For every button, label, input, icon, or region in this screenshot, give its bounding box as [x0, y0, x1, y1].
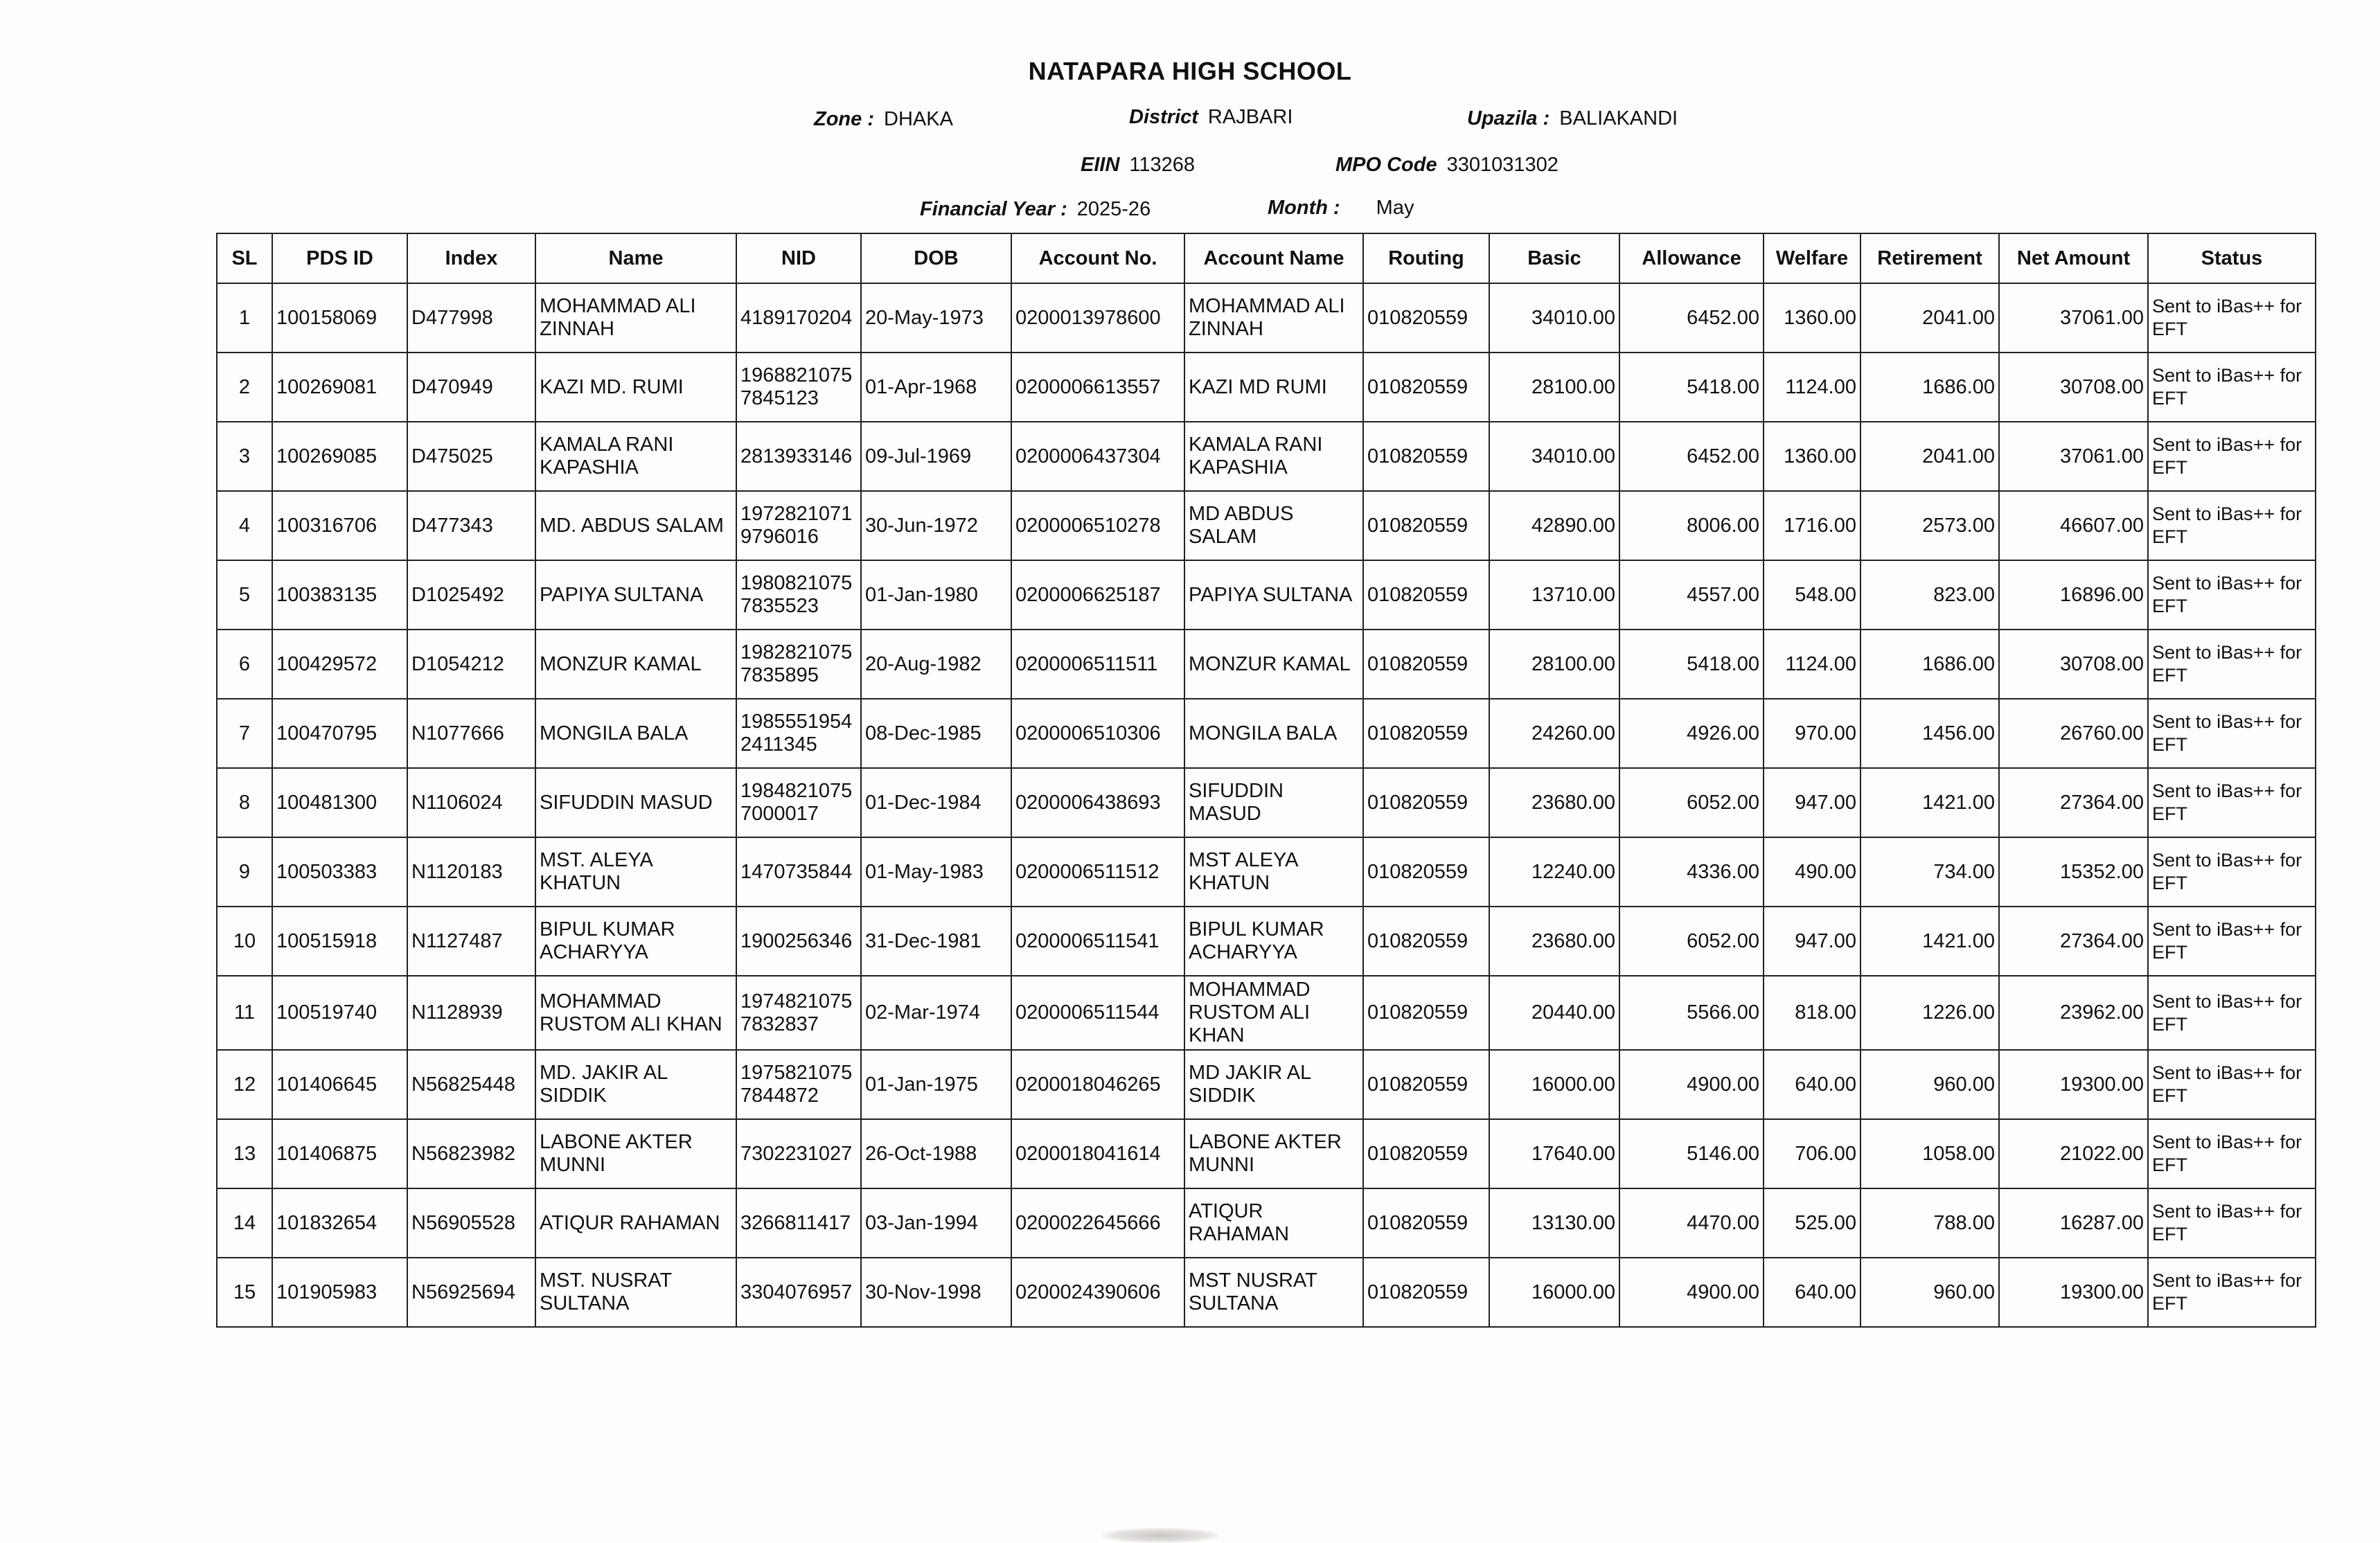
cell-allowance: 5146.00	[1619, 1119, 1764, 1188]
school-title: NATAPARA HIGH SCHOOL	[1028, 57, 1352, 85]
month-value: May	[1376, 197, 1414, 219]
eiin-field	[1081, 154, 1195, 177]
cell-nid: 19848210757000017	[736, 768, 861, 837]
cell-routing: 010820559	[1363, 1258, 1489, 1327]
cell-account-name: ATIQUR RAHAMAN	[1184, 1188, 1363, 1258]
cell-welfare: 640.00	[1764, 1258, 1861, 1327]
mpo-label: MPO Code	[1335, 154, 1437, 176]
cell-name: MONGILA BALA	[535, 699, 736, 768]
cell-account-no: 0200006437304	[1011, 422, 1184, 491]
cell-status: Sent to iBas++ for EFT	[2148, 422, 2316, 491]
cell-pds-id: 100470795	[272, 699, 407, 768]
financial-year-value: 2025-26	[1076, 198, 1151, 220]
cell-status: Sent to iBas++ for EFT	[2148, 1050, 2316, 1119]
cell-basic: 42890.00	[1489, 491, 1619, 560]
cell-basic: 20440.00	[1489, 976, 1619, 1050]
cell-index: N56925694	[407, 1258, 535, 1327]
cell-index: N1128939	[407, 976, 535, 1050]
cell-basic: 23680.00	[1489, 768, 1619, 837]
cell-net-amount: 27364.00	[1999, 768, 2148, 837]
cell-net-amount: 19300.00	[1999, 1258, 2148, 1327]
cell-account-no: 0200006511541	[1011, 907, 1184, 976]
cell-account-no: 0200006438693	[1011, 768, 1184, 837]
cell-account-no: 0200022645666	[1011, 1188, 1184, 1258]
cell-account-name: MOHAMMAD RUSTOM ALI KHAN	[1184, 976, 1363, 1050]
cell-nid: 19728210719796016	[736, 491, 861, 560]
cell-pds-id: 101406875	[272, 1119, 407, 1188]
cell-account-name: BIPUL KUMAR ACHARYYA	[1184, 907, 1363, 976]
table-row	[217, 283, 2316, 353]
mpo-value: 3301031302	[1446, 154, 1558, 176]
cell-pds-id: 100383135	[272, 560, 407, 630]
cell-welfare: 947.00	[1764, 907, 1861, 976]
cell-nid: 19828210757835895	[736, 630, 861, 699]
column-header-status: Status	[2148, 233, 2316, 283]
cell-net-amount: 37061.00	[1999, 283, 2148, 353]
cell-basic: 24260.00	[1489, 699, 1619, 768]
cell-allowance: 4900.00	[1619, 1258, 1764, 1327]
cell-sl: 11	[217, 976, 272, 1050]
cell-allowance: 5418.00	[1619, 630, 1764, 699]
column-header-routing: Routing	[1363, 233, 1489, 283]
column-header-name: Name	[535, 233, 736, 283]
cell-basic: 23680.00	[1489, 907, 1619, 976]
cell-status: Sent to iBas++ for EFT	[2148, 1258, 2316, 1327]
cell-index: N1120183	[407, 837, 535, 907]
cell-routing: 010820559	[1363, 976, 1489, 1050]
cell-account-name: SIFUDDIN MASUD	[1184, 768, 1363, 837]
cell-name: SIFUDDIN MASUD	[535, 768, 736, 837]
cell-account-name: KAMALA RANI KAPASHIA	[1184, 422, 1363, 491]
cell-net-amount: 26760.00	[1999, 699, 2148, 768]
table-row	[217, 699, 2316, 768]
column-header-account-no: Account No.	[1011, 233, 1184, 283]
cell-routing: 010820559	[1363, 1119, 1489, 1188]
cell-basic: 13710.00	[1489, 560, 1619, 630]
cell-nid: 1900256346	[736, 907, 861, 976]
cell-account-name: MD ABDUS SALAM	[1184, 491, 1363, 560]
cell-welfare: 818.00	[1764, 976, 1861, 1050]
salary-table-body	[217, 283, 2316, 1327]
cell-pds-id: 100269081	[272, 353, 407, 422]
cell-net-amount: 30708.00	[1999, 630, 2148, 699]
cell-index: D1054212	[407, 630, 535, 699]
cell-pds-id: 100316706	[272, 491, 407, 560]
cell-dob: 30-Jun-1972	[861, 491, 1011, 560]
cell-retirement: 2573.00	[1861, 491, 1999, 560]
cell-basic: 17640.00	[1489, 1119, 1619, 1188]
cell-nid: 1470735844	[736, 837, 861, 907]
cell-index: N1106024	[407, 768, 535, 837]
cell-dob: 01-Apr-1968	[861, 353, 1011, 422]
cell-account-no: 0200006511512	[1011, 837, 1184, 907]
cell-index: D477343	[407, 491, 535, 560]
cell-name: MOHAMMAD ALI ZINNAH	[535, 283, 736, 353]
cell-pds-id: 100503383	[272, 837, 407, 907]
month-field	[1268, 197, 1414, 220]
district-label: District	[1129, 106, 1198, 128]
cell-net-amount: 21022.00	[1999, 1119, 2148, 1188]
cell-routing: 010820559	[1363, 1188, 1489, 1258]
cell-allowance: 6452.00	[1619, 422, 1764, 491]
cell-account-no: 0200018046265	[1011, 1050, 1184, 1119]
cell-routing: 010820559	[1363, 1050, 1489, 1119]
cell-sl: 2	[217, 353, 272, 422]
cell-welfare: 1360.00	[1764, 283, 1861, 353]
cell-allowance: 8006.00	[1619, 491, 1764, 560]
cell-pds-id: 100515918	[272, 907, 407, 976]
column-header-sl: SL	[217, 233, 272, 283]
cell-account-name: MONZUR KAMAL	[1184, 630, 1363, 699]
cell-name: PAPIYA SULTANA	[535, 560, 736, 630]
cell-net-amount: 46607.00	[1999, 491, 2148, 560]
cell-allowance: 5418.00	[1619, 353, 1764, 422]
cell-sl: 6	[217, 630, 272, 699]
cell-allowance: 4926.00	[1619, 699, 1764, 768]
cell-index: N1077666	[407, 699, 535, 768]
cell-dob: 03-Jan-1994	[861, 1188, 1011, 1258]
cell-nid: 2813933146	[736, 422, 861, 491]
cell-allowance: 4557.00	[1619, 560, 1764, 630]
cell-status: Sent to iBas++ for EFT	[2148, 699, 2316, 768]
cell-routing: 010820559	[1363, 353, 1489, 422]
cell-basic: 28100.00	[1489, 353, 1619, 422]
cell-sl: 14	[217, 1188, 272, 1258]
cell-retirement: 1421.00	[1861, 907, 1999, 976]
cell-name: MONZUR KAMAL	[535, 630, 736, 699]
cell-status: Sent to iBas++ for EFT	[2148, 283, 2316, 353]
cell-account-name: MONGILA BALA	[1184, 699, 1363, 768]
cell-dob: 01-Dec-1984	[861, 768, 1011, 837]
table-row	[217, 491, 2316, 560]
table-row	[217, 1119, 2316, 1188]
cell-routing: 010820559	[1363, 422, 1489, 491]
cell-dob: 30-Nov-1998	[861, 1258, 1011, 1327]
cell-routing: 010820559	[1363, 907, 1489, 976]
cell-nid: 19758210757844872	[736, 1050, 861, 1119]
cell-nid: 19855519542411345	[736, 699, 861, 768]
cell-basic: 12240.00	[1489, 837, 1619, 907]
cell-dob: 01-Jan-1975	[861, 1050, 1011, 1119]
cell-sl: 10	[217, 907, 272, 976]
column-header-net-amount: Net Amount	[1999, 233, 2148, 283]
cell-net-amount: 16287.00	[1999, 1188, 2148, 1258]
cell-sl: 12	[217, 1050, 272, 1119]
cell-account-no: 0200006510278	[1011, 491, 1184, 560]
cell-account-no: 0200006510306	[1011, 699, 1184, 768]
cell-allowance: 4470.00	[1619, 1188, 1764, 1258]
column-header-retirement: Retirement	[1861, 233, 1999, 283]
table-row	[217, 837, 2316, 907]
cell-name: MST. NUSRAT SULTANA	[535, 1258, 736, 1327]
cell-retirement: 1456.00	[1861, 699, 1999, 768]
cell-routing: 010820559	[1363, 560, 1489, 630]
cell-account-no: 0200006511544	[1011, 976, 1184, 1050]
cell-status: Sent to iBas++ for EFT	[2148, 768, 2316, 837]
cell-net-amount: 16896.00	[1999, 560, 2148, 630]
cell-retirement: 960.00	[1861, 1050, 1999, 1119]
cell-net-amount: 23962.00	[1999, 976, 2148, 1050]
cell-allowance: 5566.00	[1619, 976, 1764, 1050]
cell-index: D470949	[407, 353, 535, 422]
cell-basic: 28100.00	[1489, 630, 1619, 699]
column-header-account-name: Account Name	[1184, 233, 1363, 283]
cell-retirement: 1226.00	[1861, 976, 1999, 1050]
upazila-field	[1467, 107, 1678, 130]
cell-nid: 7302231027	[736, 1119, 861, 1188]
cell-nid: 4189170204	[736, 283, 861, 353]
cell-basic: 16000.00	[1489, 1050, 1619, 1119]
cell-welfare: 1716.00	[1764, 491, 1861, 560]
cell-index: N1127487	[407, 907, 535, 976]
cell-welfare: 1124.00	[1764, 630, 1861, 699]
cell-status: Sent to iBas++ for EFT	[2148, 1119, 2316, 1188]
cell-basic: 34010.00	[1489, 283, 1619, 353]
cell-status: Sent to iBas++ for EFT	[2148, 630, 2316, 699]
cell-retirement: 823.00	[1861, 560, 1999, 630]
eiin-label: EIIN	[1081, 154, 1120, 176]
cell-nid: 19688210757845123	[736, 353, 861, 422]
cell-dob: 08-Dec-1985	[861, 699, 1011, 768]
cell-index: D475025	[407, 422, 535, 491]
cell-net-amount: 27364.00	[1999, 907, 2148, 976]
cell-dob: 26-Oct-1988	[861, 1119, 1011, 1188]
cell-account-no: 0200006625187	[1011, 560, 1184, 630]
cell-status: Sent to iBas++ for EFT	[2148, 1188, 2316, 1258]
cell-sl: 1	[217, 283, 272, 353]
table-row	[217, 353, 2316, 422]
mpo-field	[1335, 154, 1558, 177]
cell-basic: 16000.00	[1489, 1258, 1619, 1327]
cell-index: D477998	[407, 283, 535, 353]
cell-name: LABONE AKTER MUNNI	[535, 1119, 736, 1188]
cell-dob: 01-Jan-1980	[861, 560, 1011, 630]
cell-welfare: 640.00	[1764, 1050, 1861, 1119]
cell-allowance: 4900.00	[1619, 1050, 1764, 1119]
table-row	[217, 1258, 2316, 1327]
cell-pds-id: 101406645	[272, 1050, 407, 1119]
cell-welfare: 548.00	[1764, 560, 1861, 630]
cell-welfare: 490.00	[1764, 837, 1861, 907]
cell-name: BIPUL KUMAR ACHARYYA	[535, 907, 736, 976]
cell-retirement: 1421.00	[1861, 768, 1999, 837]
cell-welfare: 1360.00	[1764, 422, 1861, 491]
eiin-value: 113268	[1129, 154, 1196, 176]
cell-status: Sent to iBas++ for EFT	[2148, 907, 2316, 976]
table-row	[217, 907, 2316, 976]
cell-pds-id: 100269085	[272, 422, 407, 491]
cell-retirement: 734.00	[1861, 837, 1999, 907]
cell-account-name: LABONE AKTER MUNNI	[1184, 1119, 1363, 1188]
column-header-pds-id: PDS ID	[272, 233, 407, 283]
cell-pds-id: 100158069	[272, 283, 407, 353]
cell-allowance: 6452.00	[1619, 283, 1764, 353]
cell-net-amount: 37061.00	[1999, 422, 2148, 491]
table-row	[217, 1188, 2316, 1258]
table-row	[217, 560, 2316, 630]
cell-sl: 8	[217, 768, 272, 837]
cell-name: KAZI MD. RUMI	[535, 353, 736, 422]
cell-retirement: 1058.00	[1861, 1119, 1999, 1188]
cell-welfare: 970.00	[1764, 699, 1861, 768]
cell-sl: 15	[217, 1258, 272, 1327]
cell-status: Sent to iBas++ for EFT	[2148, 491, 2316, 560]
salary-table	[216, 233, 2316, 1328]
cell-retirement: 2041.00	[1861, 422, 1999, 491]
cell-net-amount: 19300.00	[1999, 1050, 2148, 1119]
cell-index: D1025492	[407, 560, 535, 630]
cell-status: Sent to iBas++ for EFT	[2148, 837, 2316, 907]
cell-welfare: 706.00	[1764, 1119, 1861, 1188]
cell-dob: 09-Jul-1969	[861, 422, 1011, 491]
cell-routing: 010820559	[1363, 699, 1489, 768]
column-header-basic: Basic	[1489, 233, 1619, 283]
cell-name: MOHAMMAD RUSTOM ALI KHAN	[535, 976, 736, 1050]
cell-name: MD. ABDUS SALAM	[535, 491, 736, 560]
cell-account-no: 0200006613557	[1011, 353, 1184, 422]
cell-pds-id: 100481300	[272, 768, 407, 837]
cell-status: Sent to iBas++ for EFT	[2148, 976, 2316, 1050]
cell-sl: 13	[217, 1119, 272, 1188]
cell-pds-id: 101905983	[272, 1258, 407, 1327]
cell-net-amount: 15352.00	[1999, 837, 2148, 907]
zone-field	[814, 108, 953, 131]
column-header-welfare: Welfare	[1764, 233, 1861, 283]
financial-year-field	[920, 198, 1151, 221]
cell-account-name: MST NUSRAT SULTANA	[1184, 1258, 1363, 1327]
district-field	[1129, 106, 1293, 129]
cell-account-name: PAPIYA SULTANA	[1184, 560, 1363, 630]
cell-account-name: MOHAMMAD ALI ZINNAH	[1184, 283, 1363, 353]
cell-allowance: 6052.00	[1619, 768, 1764, 837]
month-label: Month :	[1268, 197, 1340, 219]
cell-name: MD. JAKIR AL SIDDIK	[535, 1050, 736, 1119]
cell-index: N56905528	[407, 1188, 535, 1258]
cell-account-no: 0200006511511	[1011, 630, 1184, 699]
cell-routing: 010820559	[1363, 837, 1489, 907]
cell-retirement: 1686.00	[1861, 630, 1999, 699]
cell-allowance: 6052.00	[1619, 907, 1764, 976]
cell-account-name: MST ALEYA KHATUN	[1184, 837, 1363, 907]
cell-name: KAMALA RANI KAPASHIA	[535, 422, 736, 491]
cell-status: Sent to iBas++ for EFT	[2148, 560, 2316, 630]
cell-nid: 3266811417	[736, 1188, 861, 1258]
scan-smudge	[1101, 1528, 1219, 1543]
table-header-row	[217, 233, 2316, 283]
cell-sl: 7	[217, 699, 272, 768]
cell-retirement: 1686.00	[1861, 353, 1999, 422]
cell-index: N56825448	[407, 1050, 535, 1119]
cell-retirement: 2041.00	[1861, 283, 1999, 353]
cell-basic: 13130.00	[1489, 1188, 1619, 1258]
cell-account-name: KAZI MD RUMI	[1184, 353, 1363, 422]
cell-dob: 01-May-1983	[861, 837, 1011, 907]
upazila-label: Upazila :	[1467, 107, 1550, 130]
cell-sl: 5	[217, 560, 272, 630]
table-row	[217, 768, 2316, 837]
zone-label: Zone :	[814, 108, 874, 130]
cell-account-no: 0200018041614	[1011, 1119, 1184, 1188]
cell-routing: 010820559	[1363, 630, 1489, 699]
zone-value: DHAKA	[884, 108, 953, 130]
table-row	[217, 422, 2316, 491]
table-row	[217, 1050, 2316, 1119]
column-header-allowance: Allowance	[1619, 233, 1764, 283]
cell-nid: 3304076957	[736, 1258, 861, 1327]
cell-account-no: 0200013978600	[1011, 283, 1184, 353]
table-row	[217, 630, 2316, 699]
cell-name: MST. ALEYA KHATUN	[535, 837, 736, 907]
cell-pds-id: 100429572	[272, 630, 407, 699]
cell-routing: 010820559	[1363, 491, 1489, 560]
financial-year-label: Financial Year :	[920, 198, 1067, 220]
table-row	[217, 976, 2316, 1050]
cell-pds-id: 100519740	[272, 976, 407, 1050]
cell-routing: 010820559	[1363, 768, 1489, 837]
cell-account-name: MD JAKIR AL SIDDIK	[1184, 1050, 1363, 1119]
cell-account-no: 0200024390606	[1011, 1258, 1184, 1327]
cell-nid: 19748210757832837	[736, 976, 861, 1050]
district-value: RAJBARI	[1207, 106, 1293, 128]
cell-welfare: 1124.00	[1764, 353, 1861, 422]
cell-dob: 20-May-1973	[861, 283, 1011, 353]
cell-nid: 19808210757835523	[736, 560, 861, 630]
cell-basic: 34010.00	[1489, 422, 1619, 491]
upazila-value: BALIAKANDI	[1559, 107, 1678, 130]
cell-welfare: 525.00	[1764, 1188, 1861, 1258]
cell-welfare: 947.00	[1764, 768, 1861, 837]
column-header-nid: NID	[736, 233, 861, 283]
cell-dob: 31-Dec-1981	[861, 907, 1011, 976]
cell-pds-id: 101832654	[272, 1188, 407, 1258]
cell-status: Sent to iBas++ for EFT	[2148, 353, 2316, 422]
cell-sl: 4	[217, 491, 272, 560]
cell-dob: 02-Mar-1974	[861, 976, 1011, 1050]
cell-net-amount: 30708.00	[1999, 353, 2148, 422]
cell-index: N56823982	[407, 1119, 535, 1188]
cell-dob: 20-Aug-1982	[861, 630, 1011, 699]
cell-retirement: 960.00	[1861, 1258, 1999, 1327]
cell-name: ATIQUR RAHAMAN	[535, 1188, 736, 1258]
cell-sl: 3	[217, 422, 272, 491]
cell-retirement: 788.00	[1861, 1188, 1999, 1258]
cell-allowance: 4336.00	[1619, 837, 1764, 907]
column-header-dob: DOB	[861, 233, 1011, 283]
cell-sl: 9	[217, 837, 272, 907]
cell-routing: 010820559	[1363, 283, 1489, 353]
column-header-index: Index	[407, 233, 535, 283]
